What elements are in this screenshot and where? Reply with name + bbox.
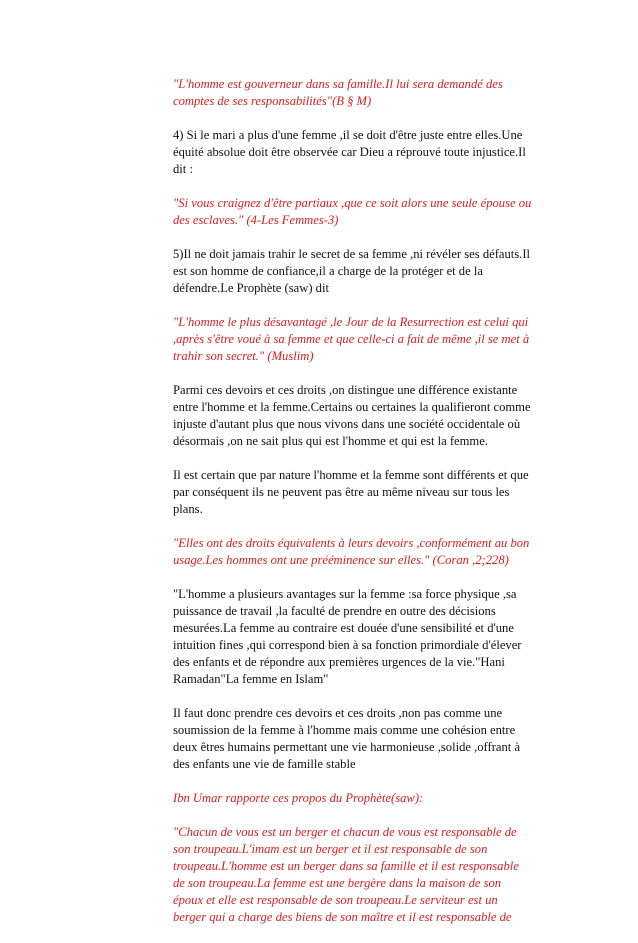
text-line: Parmi ces devoirs et ces droits ,on distingue une différence existante — [173, 383, 518, 397]
body-paragraph — [173, 382, 545, 450]
text-line: entre l'homme et la femme.Certains ou certaines la qualifieront comme — [173, 400, 531, 414]
text-line: troupeau.L'homme est un berger dans sa famille et il est responsable — [173, 859, 519, 873]
body-paragraph — [173, 467, 545, 518]
text-line: par conséquent ils ne peuvent pas être au même niveau sur tous les — [173, 485, 510, 499]
text-line: puissance de travail ,la faculté de prendre en outre des décisions — [173, 604, 496, 618]
body-paragraph — [173, 127, 545, 178]
text-line: "L'homme a plusieurs avantages sur la femme :sa force physique ,sa — [173, 587, 517, 601]
body-paragraph — [173, 705, 545, 773]
text-line: mesurées.La femme au contraire est douée d'une sensibilité et d'une — [173, 621, 514, 635]
text-line: équité absolue doit être observée car Dieu a réprouvé toute injustice.Il — [173, 145, 526, 159]
text-line: désormais ,on ne sait plus qui est l'homme et qui est la femme. — [173, 434, 488, 448]
document-page — [173, 76, 545, 943]
text-line: des enfants une vie de famille stable — [173, 757, 356, 771]
text-line: défendre.Le Prophète (saw) dit — [173, 281, 329, 295]
body-paragraph — [173, 246, 545, 297]
text-line: est son homme de confiance,il a charge de la protéger et de la — [173, 264, 483, 278]
text-line: comptes de ses responsabilités"(B § M) — [173, 94, 372, 108]
text-line: plans. — [173, 502, 203, 516]
quote-paragraph — [173, 76, 545, 110]
text-line: son troupeau.L'imam est un berger et il est responsable de son — [173, 842, 488, 856]
body-paragraph — [173, 586, 545, 688]
text-line: "L'homme le plus désavantagé ,le Jour de la Resurrection est celui qui — [173, 315, 529, 329]
quote-paragraph — [173, 195, 545, 229]
text-line: "Chacun de vous est un berger et chacun de vous est responsable de — [173, 825, 517, 839]
text-line: des esclaves." (4-Les Femmes-3) — [173, 213, 339, 227]
text-line: 4) Si le mari a plus d'une femme ,il se doit d'être juste entre elles.Une — [173, 128, 523, 142]
quote-paragraph — [173, 314, 545, 365]
text-line: soumission de la femme à l'homme mais comme une cohésion entre — [173, 723, 516, 737]
quote-paragraph — [173, 824, 545, 926]
text-line: "L'homme est gouverneur dans sa famille.Il lui sera demandé des — [173, 77, 503, 91]
text-line: injuste d'autant plus que nous vivons dans une société occidentale où — [173, 417, 521, 431]
text-line: Il faut donc prendre ces devoirs et ces droits ,non pas comme une — [173, 706, 503, 720]
quote-paragraph — [173, 790, 545, 807]
text-line: ,après s'être voué à sa femme et que celle-ci a fait de même ,il se met à — [173, 332, 530, 346]
text-line: époux et elle est responsable de son troupeau.Le serviteur est un — [173, 893, 498, 907]
text-line: berger qui a charge des biens de son maître et il est responsable de — [173, 910, 512, 924]
text-line: Il est certain que par nature l'homme et la femme sont différents et que — [173, 468, 529, 482]
text-line: trahir son secret." (Muslim) — [173, 349, 314, 363]
text-line: 5)Il ne doit jamais trahir le secret de sa femme ,ni révéler ses défauts.Il — [173, 247, 531, 261]
text-line: dit : — [173, 162, 193, 176]
text-line: intuition fines ,qui correspond bien à sa fonction primordiale d'élever — [173, 638, 522, 652]
quote-paragraph — [173, 535, 545, 569]
text-line: deux êtres humains permettant une vie harmonieuse ,solide ,offrant à — [173, 740, 521, 754]
text-line: "Si vous craignez d'être partiaux ,que ce soit alors une seule épouse ou — [173, 196, 532, 210]
text-line: Ramadan"La femme en Islam" — [173, 672, 329, 686]
text-line: Ibn Umar rapporte ces propos du Prophète(saw): — [173, 791, 424, 805]
text-line: "Elles ont des droits équivalents à leurs devoirs ,conformément au bon — [173, 536, 530, 550]
text-line: des enfants et de répondre aux premières urgences de la vie."Hani — [173, 655, 505, 669]
text-line: usage.Les hommes ont une prééminence sur elles." (Coran ,2;228) — [173, 553, 509, 567]
text-line: de son troupeau.La femme est une bergère dans la maison de son — [173, 876, 502, 890]
